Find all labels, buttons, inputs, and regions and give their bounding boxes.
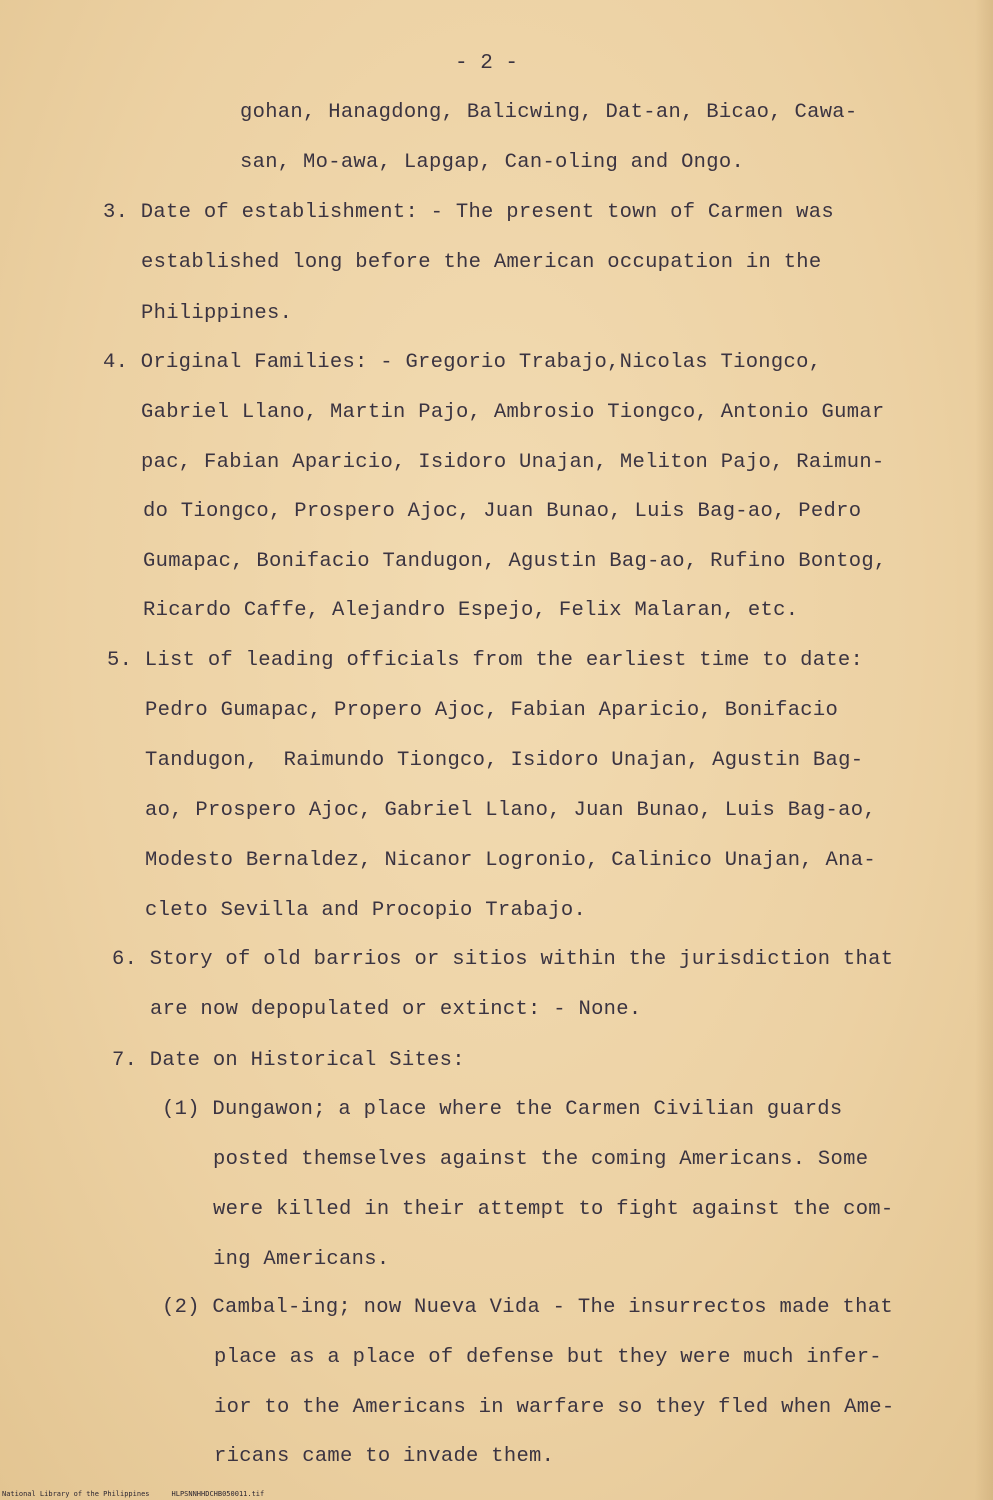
text-line: Modesto Bernaldez, Nicanor Logronio, Calinico Unajan, Ana-: [145, 849, 876, 872]
text-line: Tandugon, Raimundo Tiongco, Isidoro Unajan, Agustin Bag-: [145, 749, 864, 772]
text-line: Gabriel Llano, Martin Pajo, Ambrosio Tiongco, Antonio Gumar: [141, 401, 885, 424]
text-line: posted themselves against the coming Americans. Some: [213, 1148, 869, 1171]
scan-footer: [2, 1490, 286, 1499]
text-line: ricans came to invade them.: [214, 1445, 555, 1468]
text-line: ior to the Americans in warfare so they fled when Ame-: [214, 1396, 895, 1419]
text-line: established long before the American occupation in the: [141, 251, 822, 274]
text-line: 5. List of leading officials from the earliest time to date:: [107, 649, 864, 672]
text-line: pac, Fabian Aparicio, Isidoro Unajan, Meliton Pajo, Raimun-: [141, 451, 885, 474]
page-number: - 2 -: [455, 52, 519, 75]
text-line: ing Americans.: [213, 1248, 390, 1271]
text-line: were killed in their attempt to fight against the com-: [213, 1198, 894, 1221]
text-line: Gumapac, Bonifacio Tandugon, Agustin Bag-ao, Rufino Bontog,: [143, 550, 887, 573]
text-line: ao, Prospero Ajoc, Gabriel Llano, Juan Bunao, Luis Bag-ao,: [145, 799, 876, 822]
text-line: 3. Date of establishment: - The present town of Carmen was: [103, 201, 834, 224]
text-line: san, Mo-awa, Lapgap, Can-oling and Ongo.: [240, 151, 745, 174]
text-line: (2) Cambal-ing; now Nueva Vida - The insurrectos made that: [162, 1296, 893, 1319]
text-line: Philippines.: [141, 302, 293, 325]
text-line: (1) Dungawon; a place where the Carmen Civilian guards: [162, 1098, 843, 1121]
text-line: Ricardo Caffe, Alejandro Espejo, Felix Malaran, etc.: [143, 599, 799, 622]
footer-file: HLPSNNHHDCHB050011.tif: [171, 1490, 265, 1498]
text-line: Pedro Gumapac, Propero Ajoc, Fabian Aparicio, Bonifacio: [145, 699, 839, 722]
page-edge-shadow: [975, 0, 993, 1500]
text-line: cleto Sevilla and Procopio Trabajo.: [145, 899, 587, 922]
footer-library: National Library of the Philippines: [2, 1490, 150, 1498]
text-line: 7. Date on Historical Sites:: [112, 1049, 465, 1072]
text-line: do Tiongco, Prospero Ajoc, Juan Bunao, Luis Bag-ao, Pedro: [143, 500, 862, 523]
text-line: are now depopulated or extinct: - None.: [150, 998, 642, 1021]
text-line: 4. Original Families: - Gregorio Trabajo,Nicolas Tiongco,: [103, 351, 822, 374]
text-line: place as a place of defense but they were much infer-: [214, 1346, 882, 1369]
text-line: 6. Story of old barrios or sitios within the jurisdiction that: [112, 948, 894, 971]
text-line: gohan, Hanagdong, Balicwing, Dat-an, Bicao, Cawa-: [240, 101, 858, 124]
